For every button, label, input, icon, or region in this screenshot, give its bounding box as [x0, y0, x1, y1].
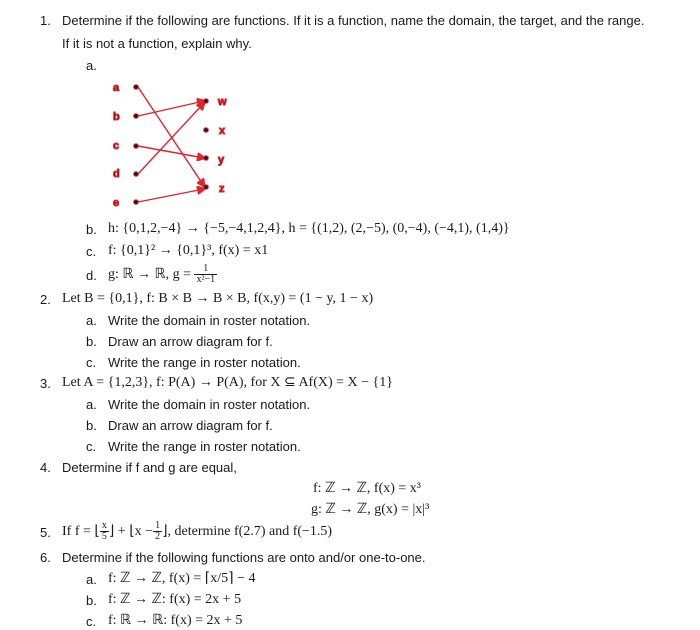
q1a-label: a. — [86, 58, 97, 73]
target-dot-x — [204, 128, 209, 133]
target-dot-y — [204, 156, 209, 161]
q2-text: Let B = {0,1}, f: B × B → B × B, f(x,y) = (1 − y, 1 − x) — [62, 291, 374, 306]
domain-label-a: a — [113, 82, 120, 94]
q5-frac2-num: 1 — [155, 520, 161, 532]
q2b-text: Draw an arrow diagram for f. — [108, 334, 273, 349]
q1d-expression — [108, 262, 217, 288]
q1c-label: c. — [86, 244, 97, 259]
q3b-text: Draw an arrow diagram for f. — [108, 418, 273, 433]
q1d-frac-den: x²−1 — [196, 274, 216, 286]
q2-number: 2. — [40, 292, 51, 307]
q6c-text: f: ℝ → ℝ: f(x) = 2x + 5 — [108, 613, 243, 628]
q2b-label: b. — [86, 334, 97, 349]
q5-fraction-2 — [153, 521, 162, 542]
q1-text-line1: Determine if the following are functions. If it is a function, name the domain, the target, and the range. — [62, 13, 645, 28]
q5-suffix: ⌋, determine f(2.7) and f(−1.5) — [162, 524, 333, 539]
q1b-label: b. — [86, 222, 97, 237]
q5-prefix: If f = ⌊ — [62, 524, 100, 539]
q3a-text: Write the domain in roster notation. — [108, 397, 311, 412]
q1d-frac-num: 1 — [194, 264, 217, 275]
q4-text: Determine if f and g are equal, — [62, 460, 237, 475]
arrow-diagram — [105, 78, 245, 208]
q6a-text: f: ℤ → ℤ, f(x) = ⌈x/5⌉ − 4 — [108, 571, 256, 586]
q6b-label: b. — [86, 593, 97, 608]
target-label-y: y — [218, 154, 225, 166]
arrow-c-y — [138, 146, 204, 158]
q1d-text: g: ℝ → ℝ, g = — [108, 267, 195, 282]
q2c-text: Write the range in roster notation. — [108, 355, 301, 370]
q4-number: 4. — [40, 460, 51, 475]
q5-frac1-num: x — [101, 520, 107, 532]
target-label-z: z — [219, 183, 225, 195]
q5-fraction-1 — [100, 521, 109, 542]
q1b-text: h: {0,1,2,−4} → {−5,−4,1,2,4}, h = {(1,2), (2,−5), (0,−4), (−4,1), (1,4)} — [108, 221, 510, 236]
arrow-a-z — [138, 87, 204, 186]
q2a-label: a. — [86, 313, 97, 328]
q5-frac2-den: 2 — [155, 531, 161, 543]
q3b-label: b. — [86, 418, 97, 433]
q6-text: Determine if the following functions are onto and/or one-to-one. — [62, 550, 426, 565]
q1-number: 1. — [40, 13, 51, 28]
domain-dot-c — [134, 144, 139, 149]
q5-frac1-den: 5 — [101, 531, 107, 543]
q3-number: 3. — [40, 376, 51, 391]
q5-middle: ⌋ + ⌊x − — [108, 524, 154, 539]
q6b-text: f: ℤ → ℤ: f(x) = 2x + 5 — [108, 592, 242, 607]
domain-dot-d — [134, 172, 139, 177]
q2c-label: c. — [86, 355, 97, 370]
q1d-label: d. — [86, 268, 97, 283]
domain-label-b: b — [113, 111, 120, 123]
q6-number: 6. — [40, 550, 51, 565]
domain-dot-a — [134, 85, 139, 90]
domain-label-c: c — [113, 140, 120, 152]
domain-dot-b — [134, 114, 139, 119]
q3-text: Let A = {1,2,3}, f: P(A) → P(A), for X ⊆ Af(X) = X − {1} — [62, 375, 393, 390]
q6c-label: c. — [86, 614, 97, 629]
target-dot-z — [204, 185, 209, 190]
target-label-w: w — [218, 96, 227, 108]
q3a-label: a. — [86, 397, 97, 412]
arrow-e-z — [138, 189, 204, 202]
domain-label-e: e — [113, 197, 120, 208]
q5-number: 5. — [40, 525, 51, 540]
q1-text-line2: If it is not a function, explain why. — [62, 36, 252, 51]
q2a-text: Write the domain in roster notation. — [108, 313, 311, 328]
q3c-text: Write the range in roster notation. — [108, 439, 301, 454]
q1c-text: f: {0,1}² → {0,1}³, f(x) = x1 — [108, 243, 269, 258]
q6a-label: a. — [86, 572, 97, 587]
q4-equation-g: g: ℤ → ℤ, g(x) = |x|³ — [311, 502, 430, 517]
q4-equation-f: f: ℤ → ℤ, f(x) = x³ — [313, 481, 421, 496]
target-label-x: x — [219, 125, 226, 137]
q5-expression — [62, 518, 332, 546]
domain-dot-e — [134, 200, 139, 205]
q3c-label: c. — [86, 439, 97, 454]
target-dot-w — [204, 99, 209, 104]
domain-label-d: d — [113, 168, 120, 180]
q1d-fraction — [194, 264, 217, 285]
